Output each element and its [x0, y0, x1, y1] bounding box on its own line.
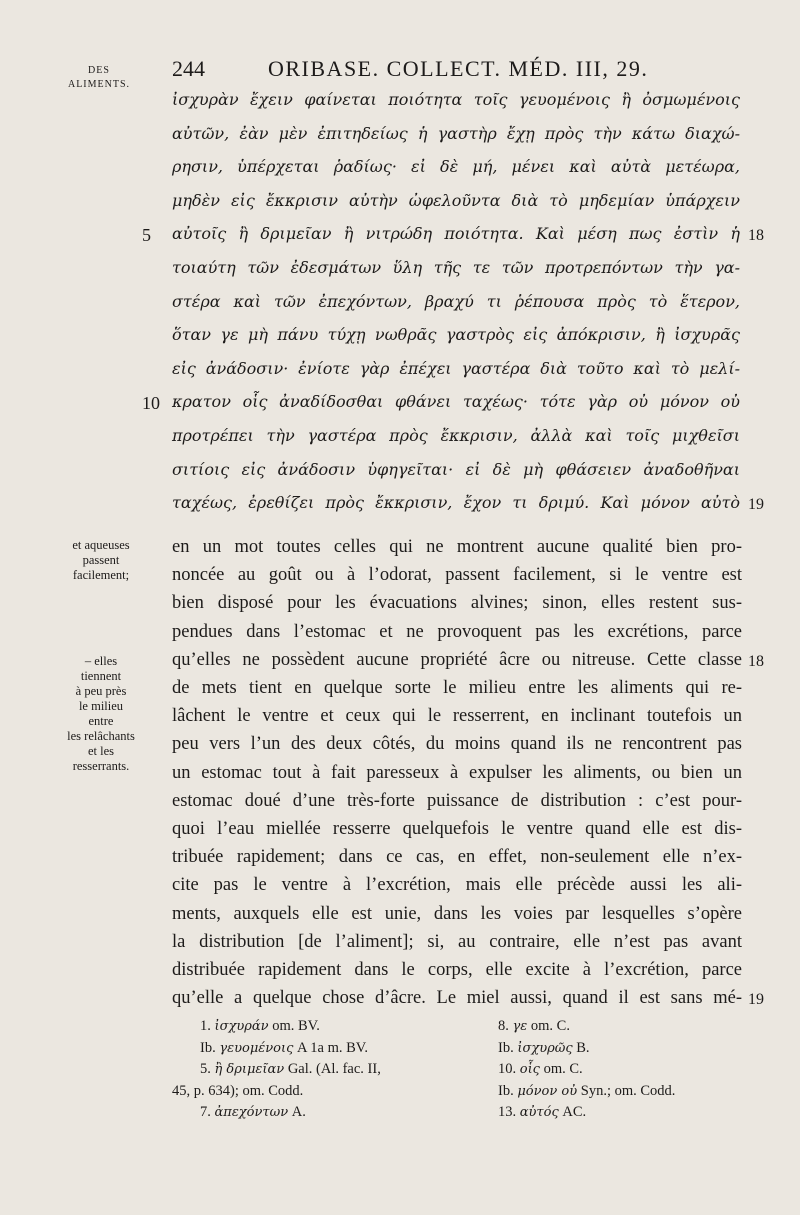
french-line: lâchent le ventre et ceux qui le resserrent, en inclinant toutefois un: [172, 706, 742, 727]
margin-note-line: à peu près: [75, 684, 127, 698]
footnote-text: om. C.: [527, 1018, 570, 1034]
footnote-line: [498, 1018, 570, 1035]
footnote-ref: Ib.: [200, 1039, 220, 1056]
footnote-text: om. BV.: [268, 1018, 320, 1034]
footnote-text: 45, p. 634); om. Codd.: [172, 1082, 304, 1099]
footnote-text: Syn.; om. Codd.: [577, 1082, 676, 1099]
section-ref-number: 18: [748, 652, 764, 670]
footnote-greek: αὐτός: [519, 1105, 559, 1120]
footnote-greek: ἢ δριμεῖαν: [214, 1062, 285, 1077]
footnote-text: AC.: [558, 1104, 587, 1120]
margin-note-line: entre: [88, 714, 114, 728]
running-title: ORIBASE. COLLECT. MÉD. III, 29.: [268, 56, 649, 81]
margin-note-line: facilement;: [72, 568, 130, 582]
french-line: noncée au goût ou à l’odorat, passent facilement, si le ventre est: [172, 565, 742, 586]
footnote-line: [172, 1083, 303, 1100]
greek-line: ἰσχυρὰν ἔχειν φαίνεται ποιότητα τοῖς γευομένοις ἢ ὀσμωμένοις: [172, 90, 740, 109]
section-ref-number: 19: [748, 496, 764, 514]
footnote-line: [498, 1083, 675, 1100]
greek-line: ρησιν, ὑπέρχεται ῥαδίως· εἰ δὲ μή, μένει καὶ αὐτὰ μετέωρα,: [172, 157, 740, 177]
footnote-line: [200, 1061, 381, 1078]
footnote-line: [200, 1040, 368, 1057]
footnote-greek: ἰσχυρῶς: [517, 1040, 573, 1056]
greek-line: στέρα καὶ τῶν ἐπεχόντων, βραχύ τι ῥέπουσα πρὸς τὸ ἕτερον,: [172, 291, 740, 311]
french-line: tribuée rapidement; dans ce cas, en effet, non-seulement elle n’ex-: [172, 847, 742, 868]
french-line: pendues dans l’estomac et ne provoquent pas les excrétions, parce: [172, 621, 742, 642]
greek-line: ταχέως, ἐρεθίζει πρὸς ἔκκρισιν, ἔχον τι δριμύ. Καὶ μόνον αὐτὸ: [172, 493, 740, 513]
french-line: distribuée rapidement dans le corps, elle excite à l’excrétion, parce: [172, 960, 742, 980]
margin-note-line: les relâchants: [67, 729, 135, 743]
footnote-line: [498, 1040, 590, 1057]
french-line: ments, auxquels elle est unie, dans les voies par lesquelles s’opère: [172, 903, 742, 924]
margin-note: [46, 538, 156, 583]
footnote-line: [498, 1104, 586, 1121]
footnote-line: [498, 1061, 583, 1078]
footnote-text: om. C.: [539, 1061, 583, 1077]
footnote-ref: 13.: [498, 1104, 520, 1120]
margin-running-label: [64, 64, 134, 92]
line-number: 5: [142, 225, 151, 246]
greek-line: εἰς ἀνάδοσιν· ἐνίοτε γὰρ ἐπέχει γαστέρα διὰ τοῦτο καὶ τὸ μελί-: [172, 358, 740, 378]
footnote-ref: 1.: [200, 1018, 215, 1034]
margin-note-line: le milieu: [78, 699, 124, 713]
footnote-ref: 10.: [498, 1061, 520, 1077]
french-line: de mets tient en quelque sorte le milieu entre les aliments qui re-: [172, 678, 742, 698]
footnote-ref: 7.: [200, 1104, 215, 1120]
footnote-greek: ἀπεχόντων: [214, 1105, 289, 1120]
french-line: quoi l’eau miellée resserre quelquefois le ventre quand elle est dis-: [172, 819, 742, 839]
french-line: la distribution [de l’aliment]; si, au contraire, elle n’est pas avant: [172, 931, 742, 952]
footnote-greek: γε: [512, 1019, 528, 1034]
greek-line: αὐτῶν, ἐὰν μὲν ἐπιτηδείως ἡ γαστὴρ ἔχῃ πρὸς τὴν κάτω διαχώ-: [172, 123, 740, 143]
margin-note-line: resserrants.: [72, 759, 130, 773]
margin-note: [46, 654, 156, 774]
greek-line: ὅταν γε μὴ πάνυ τύχῃ νωθρᾶς γαστρὸς εἰς ἀπόκρισιν, ἢ ἰσχυρᾶς: [172, 325, 740, 345]
footnote-greek: μόνον οὐ: [517, 1083, 578, 1099]
greek-line: προτρέπει τὴν γαστέρα πρὸς ἔκκρισιν, ἀλλὰ καὶ τοῖς μιχθεῖσι: [172, 426, 740, 445]
margin-label-line: DES: [88, 65, 110, 76]
footnote-text: A 1a m. BV.: [293, 1039, 369, 1056]
greek-line: αὐτοῖς ἢ δριμεῖαν ἢ νιτρώδη ποιότητα. Καὶ μέση πως ἐστὶν ἡ: [172, 224, 740, 244]
french-line: en un mot toutes celles qui ne montrent aucune qualité bien pro-: [172, 537, 742, 557]
french-line: estomac doué d’une très-forte puissance de distribution : c’est pour-: [172, 790, 742, 811]
margin-label-line: ALIMENTS.: [67, 79, 131, 90]
greek-line: κρατον οἷς ἀναδίδοσθαι φθάνει ταχέως· τότε γὰρ οὐ μόνον οὐ: [172, 392, 740, 412]
french-line: peu vers l’un des deux côtés, du moins quand ils ne rencontrent pas: [172, 734, 742, 755]
page-number: 244: [172, 56, 205, 81]
line-number: 10: [142, 393, 160, 414]
footnote-ref: Ib.: [498, 1039, 518, 1056]
footnote-line: [200, 1104, 306, 1121]
greek-line: σιτίοις εἰς ἀνάδοσιν ὑφηγεῖται· εἰ δὲ μὴ φθάσειεν ἀναδοθῆναι: [172, 459, 740, 479]
footnote-text: Gal. (Al. fac. II,: [284, 1061, 381, 1077]
greek-line: μηδὲν εἰς ἔκκρισιν αὐτὴν ὠφελοῦντα διὰ τὸ μηδεμίαν ὑπάρχειν: [172, 190, 740, 210]
footnote-text: A.: [288, 1104, 306, 1120]
footnote-greek: γευομένοις: [219, 1040, 294, 1056]
margin-note-line: passent: [82, 553, 120, 567]
french-line: bien disposé pour les évacuations alvines; sinon, elles restent sus-: [172, 593, 742, 614]
footnote-ref: 5.: [200, 1061, 215, 1077]
section-ref-number: 18: [748, 227, 764, 245]
margin-note-line: et aqueuses: [72, 538, 130, 552]
footnote-line: [200, 1018, 320, 1035]
footnote-ref: Ib.: [498, 1082, 518, 1099]
french-line: qu’elle a quelque chose d’âcre. Le miel aussi, quand il est sans mé-: [172, 988, 742, 1009]
margin-note-line: et les: [87, 744, 115, 758]
greek-line: τοιαύτη τῶν ἐδεσμάτων ὕλη τῆς τε τῶν προτρεπόντων τὴν γα-: [172, 258, 740, 277]
french-line: qu’elles ne possèdent aucune propriété âcre ou nitreuse. Cette classe: [172, 649, 742, 670]
french-line: un estomac tout à fait paresseux à expulser les aliments, ou bien un: [172, 762, 742, 783]
footnote-ref: 8.: [498, 1018, 513, 1034]
french-line: cite pas le ventre à l’excrétion, mais elle précède aussi les ali-: [172, 875, 742, 896]
margin-note-line: – elles: [84, 654, 118, 668]
section-ref-number: 19: [748, 991, 764, 1009]
footnote-greek: οἷς: [519, 1062, 540, 1077]
footnote-greek: ἰσχυράν: [214, 1019, 269, 1034]
margin-note-line: tiennent: [80, 669, 122, 683]
footnote-text: B.: [572, 1039, 590, 1056]
